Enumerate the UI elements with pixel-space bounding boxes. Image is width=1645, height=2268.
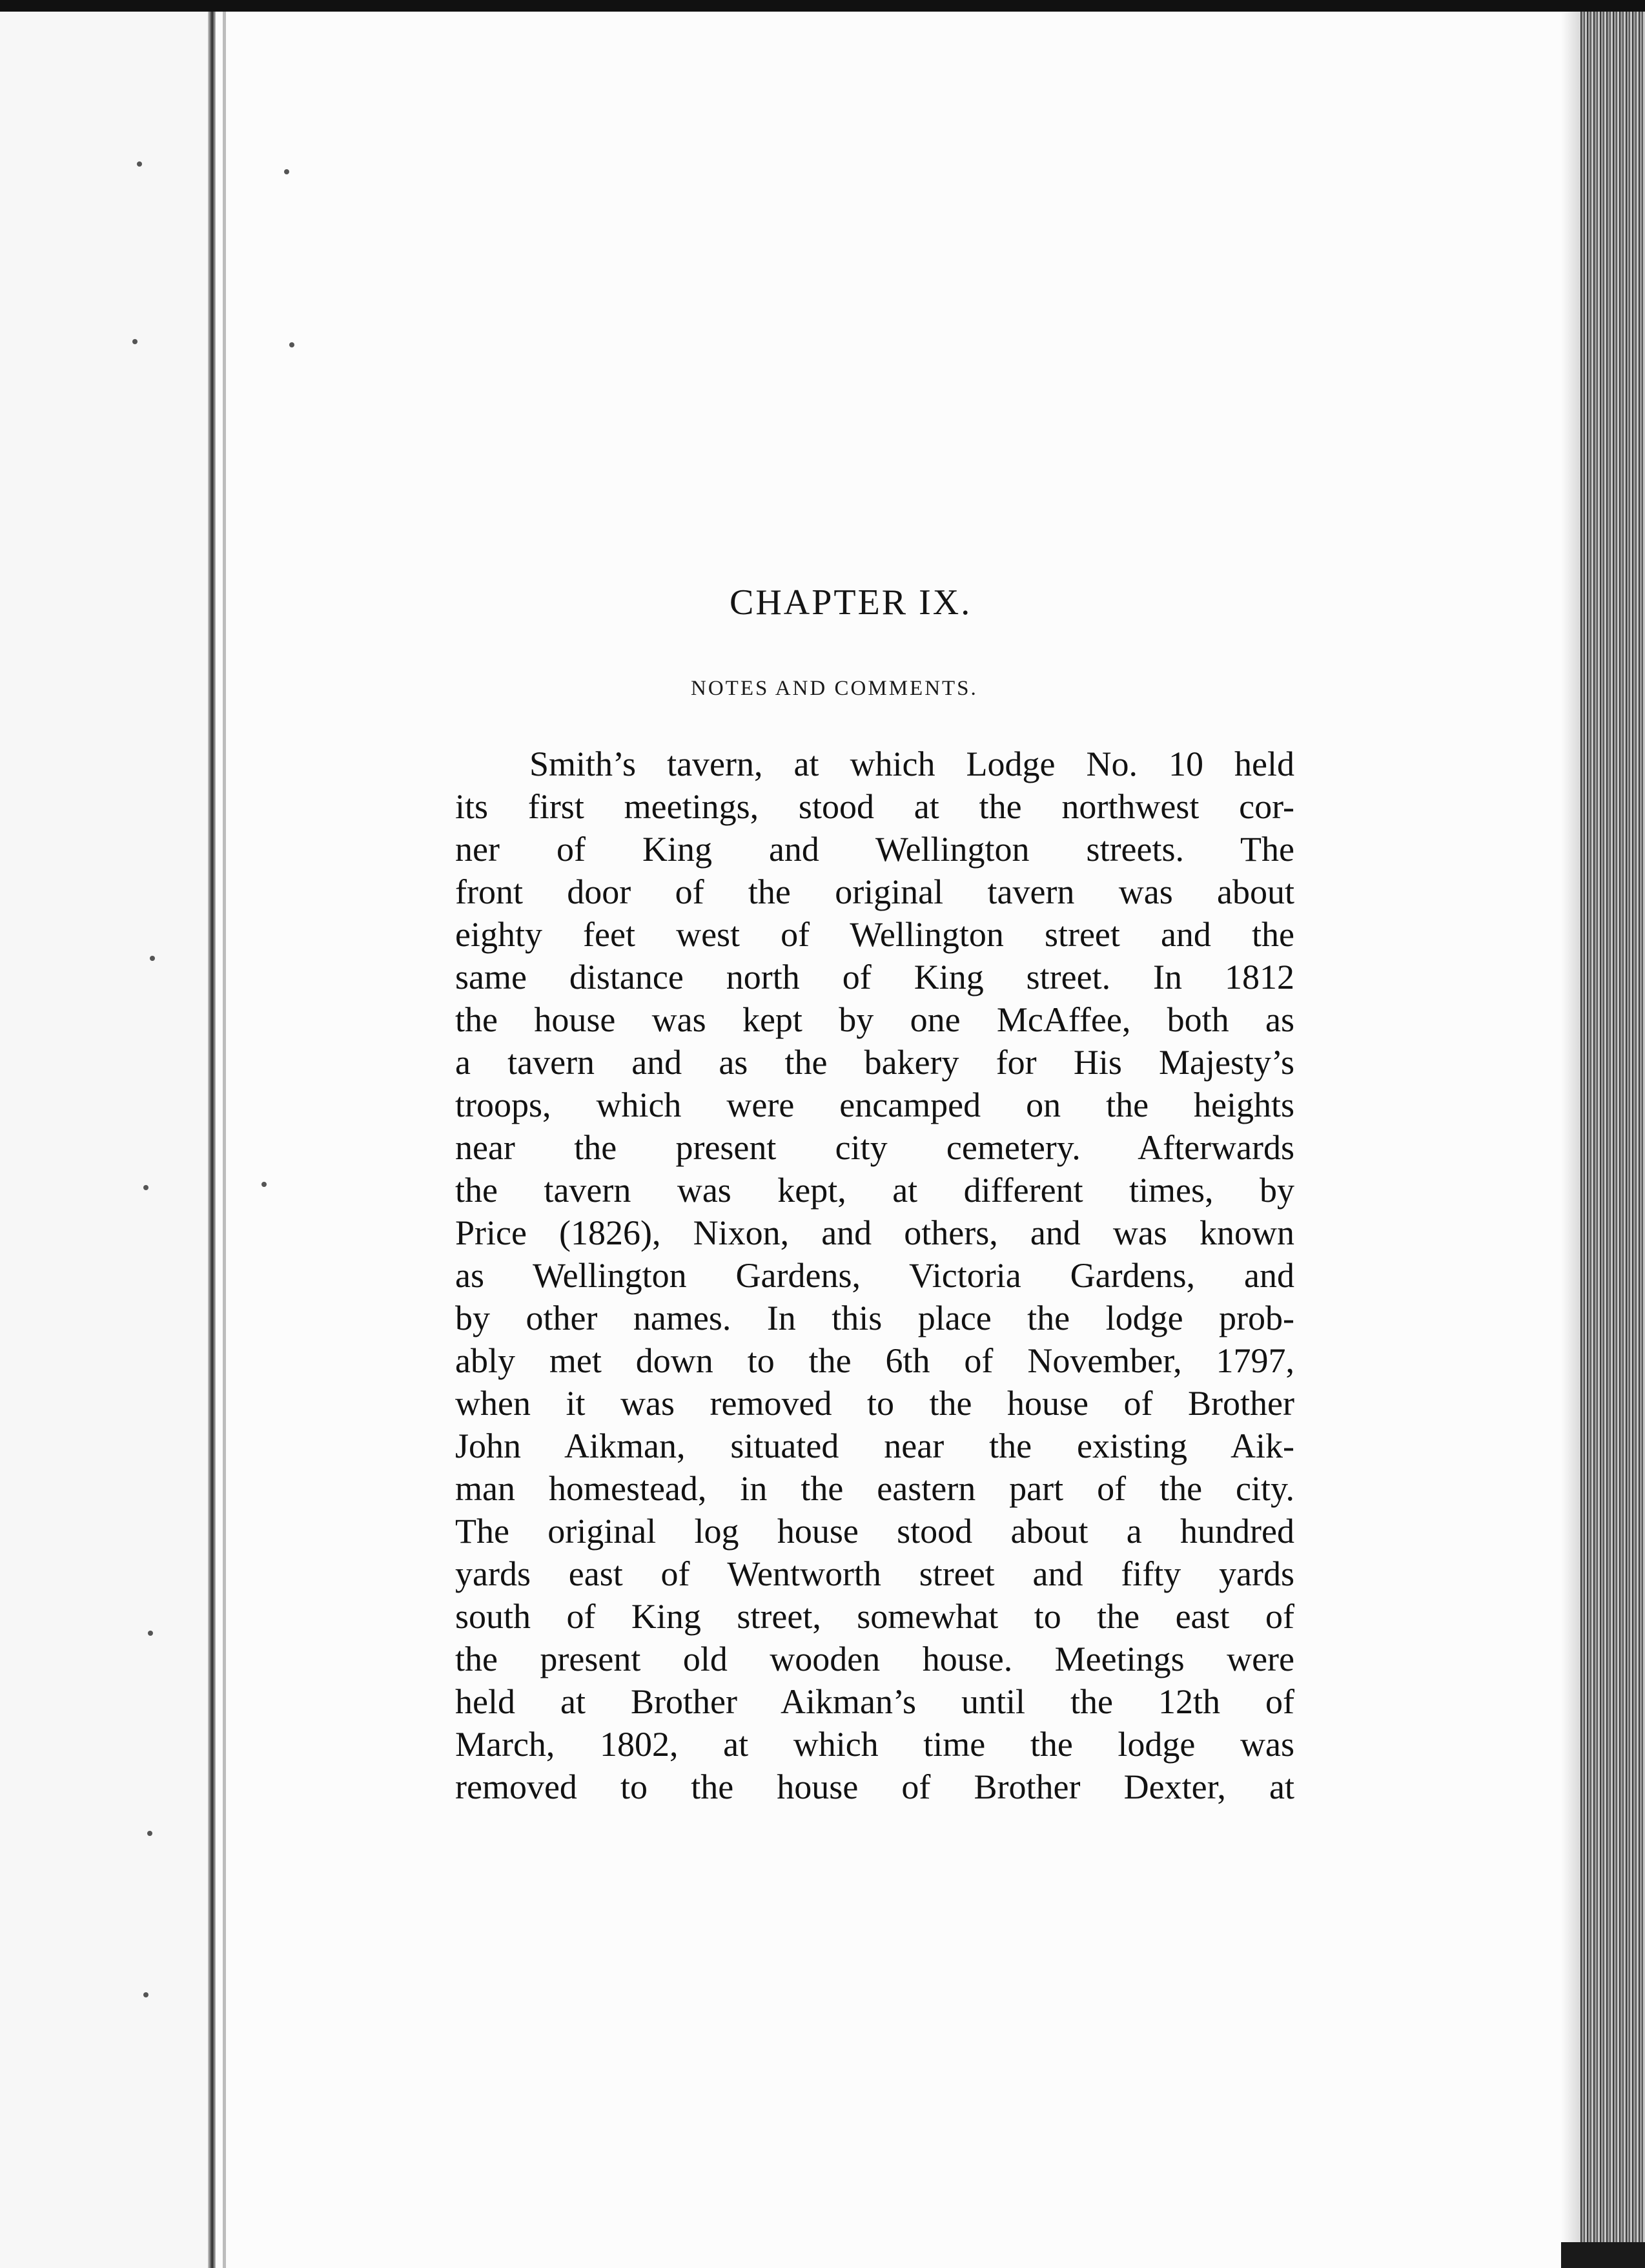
book-corner [1561,2242,1645,2268]
scan-speck [289,342,294,347]
facing-page-edge [0,12,213,2268]
text-line: troops, which were encamped on the heights [455,1086,1294,1124]
text-line: front door of the original tavern was about [455,872,1294,911]
scan-speck [150,956,155,961]
page-edge-shadow [1561,12,1580,2268]
book-gutter [208,12,216,2268]
chapter-heading: CHAPTER IX. [730,582,972,623]
text-line: Smith’s tavern, at which Lodge No. 10 held [529,745,1294,783]
book-page-edges [1580,12,1645,2268]
text-line: the tavern was kept, at different times, by [455,1171,1294,1210]
scan-speck [147,1831,152,1836]
scan-speck [148,1631,153,1636]
text-line: the house was kept by one McAffee, both as [455,1000,1294,1039]
text-line: yards east of Wentworth street and fifty yards [455,1554,1294,1593]
text-line: The original log house stood about a hundred [455,1512,1294,1551]
text-line: by other names. In this place the lodge prob- [455,1299,1294,1337]
text-line: ner of King and Wellington streets. The [455,830,1294,869]
text-line: same distance north of King street. In 1812 [455,958,1294,996]
text-line: removed to the house of Brother Dexter, at [455,1768,1294,1806]
text-line: its first meetings, stood at the northwest cor- [455,787,1294,826]
scan-speck [143,1992,148,1997]
scan-speck [137,161,142,167]
book-gutter-shadow [223,12,226,2268]
scan-speck [143,1185,148,1190]
body-text [455,743,1294,1808]
scan-top-border [0,0,1645,12]
scan-speck [132,339,138,344]
text-line: eighty feet west of Wellington street and the [455,915,1294,954]
section-heading: NOTES AND COMMENTS. [691,677,978,700]
text-line: as Wellington Gardens, Victoria Gardens, and [455,1256,1294,1295]
text-line: ably met down to the 6th of November, 1797, [455,1341,1294,1380]
text-line: man homestead, in the eastern part of the city. [455,1469,1294,1508]
text-line: the present old wooden house. Meetings were [455,1640,1294,1678]
text-line: John Aikman, situated near the existing Aik- [455,1427,1294,1465]
text-line: south of King street, somewhat to the east of [455,1597,1294,1636]
text-line: held at Brother Aikman’s until the 12th of [455,1682,1294,1721]
scan-speck [284,169,289,174]
text-line: a tavern and as the bakery for His Majesty’s [455,1043,1294,1082]
text-line: near the present city cemetery. Afterwards [455,1128,1294,1167]
text-line: Price (1826), Nixon, and others, and was known [455,1213,1294,1252]
text-line: when it was removed to the house of Brother [455,1384,1294,1423]
text-line: March, 1802, at which time the lodge was [455,1725,1294,1764]
scan-speck [261,1182,267,1187]
